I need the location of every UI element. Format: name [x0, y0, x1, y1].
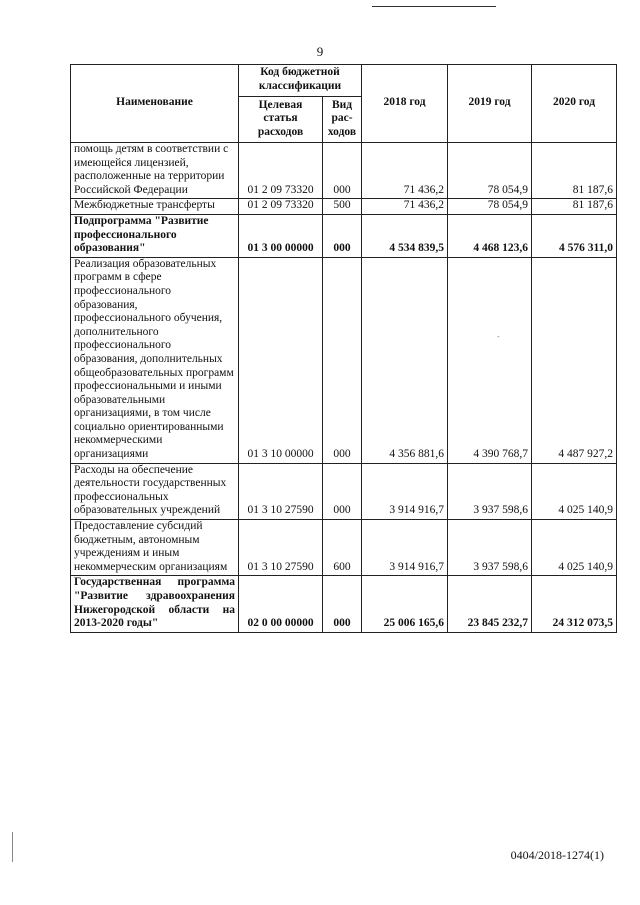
row-code: 01 3 00 00000	[239, 214, 323, 257]
row-2019: 78 054,9	[448, 143, 532, 199]
row-2018: 4 356 881,6	[362, 257, 448, 463]
row-code: 01 2 09 73320	[239, 199, 323, 215]
table-row	[71, 143, 617, 199]
row-2020: 4 487 927,2	[532, 257, 617, 463]
row-2019: 3 937 598,6	[448, 520, 532, 576]
row-2018: 4 534 839,5	[362, 214, 448, 257]
row-code: 01 3 10 27590	[239, 520, 323, 576]
header-year-2020: 2020 год	[532, 65, 617, 143]
row-kind: 500	[323, 199, 362, 215]
row-2018: 71 436,2	[362, 143, 448, 199]
row-2020: 4 025 140,9	[532, 463, 617, 519]
document-code: 0404/2018-1274(1)	[510, 848, 604, 862]
header-budget-code: Код бюджетной классификации	[239, 65, 362, 97]
row-2018: 71 436,2	[362, 199, 448, 215]
row-2019: 78 054,9	[448, 199, 532, 215]
header-target-item: Целевая статья расходов	[239, 97, 323, 143]
row-2018: 25 006 165,6	[362, 576, 448, 632]
table-row	[71, 463, 617, 519]
row-code: 02 0 00 00000	[239, 576, 323, 632]
table-row	[71, 257, 617, 463]
budget-table	[70, 64, 617, 633]
row-2020: 4 025 140,9	[532, 520, 617, 576]
row-code: 01 2 09 73320	[239, 143, 323, 199]
row-name: Реализация образовательных программ в сфере профессионального образования, профессионального обучения, дополнительного профессионального образования, дополнительных общеобразовательных программ профессиональными и иными образовательными организациями, в том числе социально ориентированными некоммерческими организациями	[71, 257, 239, 463]
row-2019: 4 390 768,7	[448, 257, 532, 463]
row-2018: 3 914 916,7	[362, 520, 448, 576]
row-name: помощь детям в соответствии с имеющейся лицензией, расположенные на территории Российской Федерации	[71, 143, 239, 199]
stray-dot: -	[497, 332, 500, 341]
row-code: 01 3 10 00000	[239, 257, 323, 463]
row-code: 01 3 10 27590	[239, 463, 323, 519]
row-name: Подпрограмма "Развитие профессионального образования"	[71, 214, 239, 257]
row-2019: 23 845 232,7	[448, 576, 532, 632]
margin-mark	[12, 832, 14, 862]
row-name: Государственная программа "Развитие здравоохранения Нижегородской области на 2013-2020 годы"	[71, 576, 239, 632]
row-2019: 3 937 598,6	[448, 463, 532, 519]
row-kind: 600	[323, 520, 362, 576]
row-name: Предоставление субсидий бюджетным, автономным учреждениям и иным некоммерческим организациям	[71, 520, 239, 576]
header-expense-type: Вид рас-ходов	[323, 97, 362, 143]
table-row	[71, 520, 617, 576]
row-kind: 000	[323, 143, 362, 199]
header-year-2018: 2018 год	[362, 65, 448, 143]
header-year-2019: 2019 год	[448, 65, 532, 143]
row-2020: 81 187,6	[532, 199, 617, 215]
top-rule	[372, 6, 496, 7]
table-row	[71, 576, 617, 632]
row-2019: 4 468 123,6	[448, 214, 532, 257]
row-2020: 24 312 073,5	[532, 576, 617, 632]
row-kind: 000	[323, 257, 362, 463]
row-kind: 000	[323, 463, 362, 519]
row-2020: 4 576 311,0	[532, 214, 617, 257]
row-2020: 81 187,6	[532, 143, 617, 199]
header-name: Наименование	[71, 65, 239, 143]
row-2018: 3 914 916,7	[362, 463, 448, 519]
row-name: Расходы на обеспечение деятельности государственных профессиональных образовательных учреждений	[71, 463, 239, 519]
row-kind: 000	[323, 214, 362, 257]
row-kind: 000	[323, 576, 362, 632]
table-row	[71, 199, 617, 215]
table-row	[71, 214, 617, 257]
page-number: 9	[316, 44, 324, 59]
row-name: Межбюджетные трансферты	[71, 199, 239, 215]
